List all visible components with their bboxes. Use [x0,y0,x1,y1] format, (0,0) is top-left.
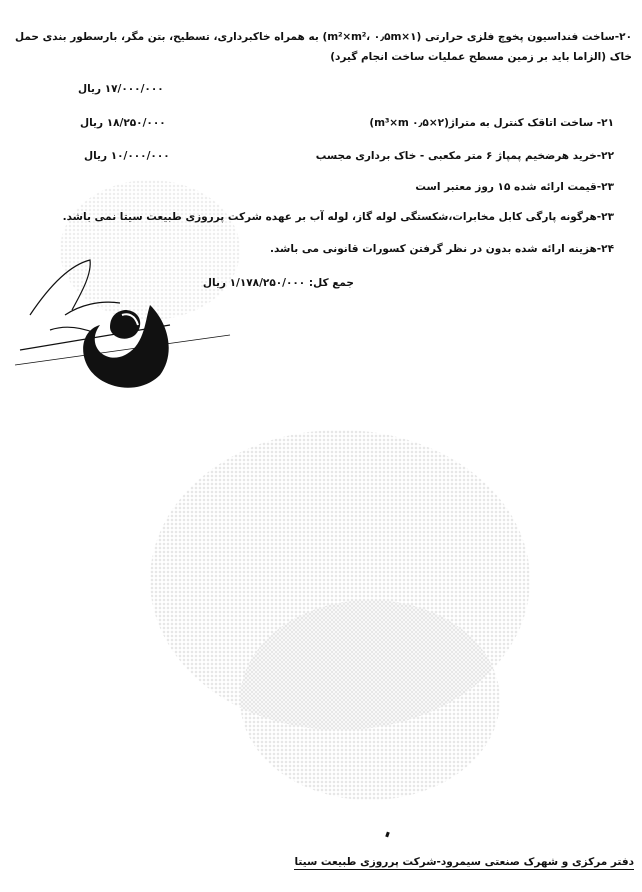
item-22-line: ۲۲-خرید هرضخیم پمپاژ ۶ متر مکعبی - خاک برداری مجسب [315,150,614,162]
item-22-amount: ۱۰/۰۰۰/۰۰۰ ریال [84,150,170,162]
seal-logo [83,305,169,388]
item-20-line-2: خاک (الزاما باید بر زمین مسطح عملیات ساخت انجام گیرد) [330,51,632,63]
scan-speckle [240,600,500,800]
item-21-amount: ۱۸/۲۵۰/۰۰۰ ریال [80,117,166,129]
footer-address: دفتر مرکزی و شهرک صنعتی سیمرود-شرکت پرروزی طبیعت سیتا [294,856,634,868]
item-21-line: ۲۱- ساخت اتاقک کنترل به متراژ(۲×m³×m ۰٫۵) [369,117,614,129]
total-sum: جمع کل: ۱/۱۷۸/۲۵۰/۰۰۰ ریال [202,277,354,289]
item-20-line-1: ۲۰-ساخت فنداسیون پخوچ فلزی حرارتی (۱×m²×m²، ۰٫۵m) به همراه خاکبرداری، تسطیح، بتن مگر، بارسطور بندی حمل [15,31,632,43]
company-seal [10,255,240,395]
item-20-amount: ۱۷/۰۰۰/۰۰۰ ریال [78,83,164,95]
item-23-line: ۲۳-قیمت ارائه شده ۱۵ روز معتبر است [415,181,614,193]
item-23b-line: ۲۳-هرگونه پارگی کابل مخابرات،شکستگی لوله گاز، لوله آب بر عهده شرکت پرروزی طبیعت سیتا نمی باشد. [62,211,614,223]
item-24-line: ۲۴-هزینه ارائه شده بدون در نظر گرفتن کسورات قانونی می باشد. [269,243,614,255]
ink-mark [385,832,390,838]
